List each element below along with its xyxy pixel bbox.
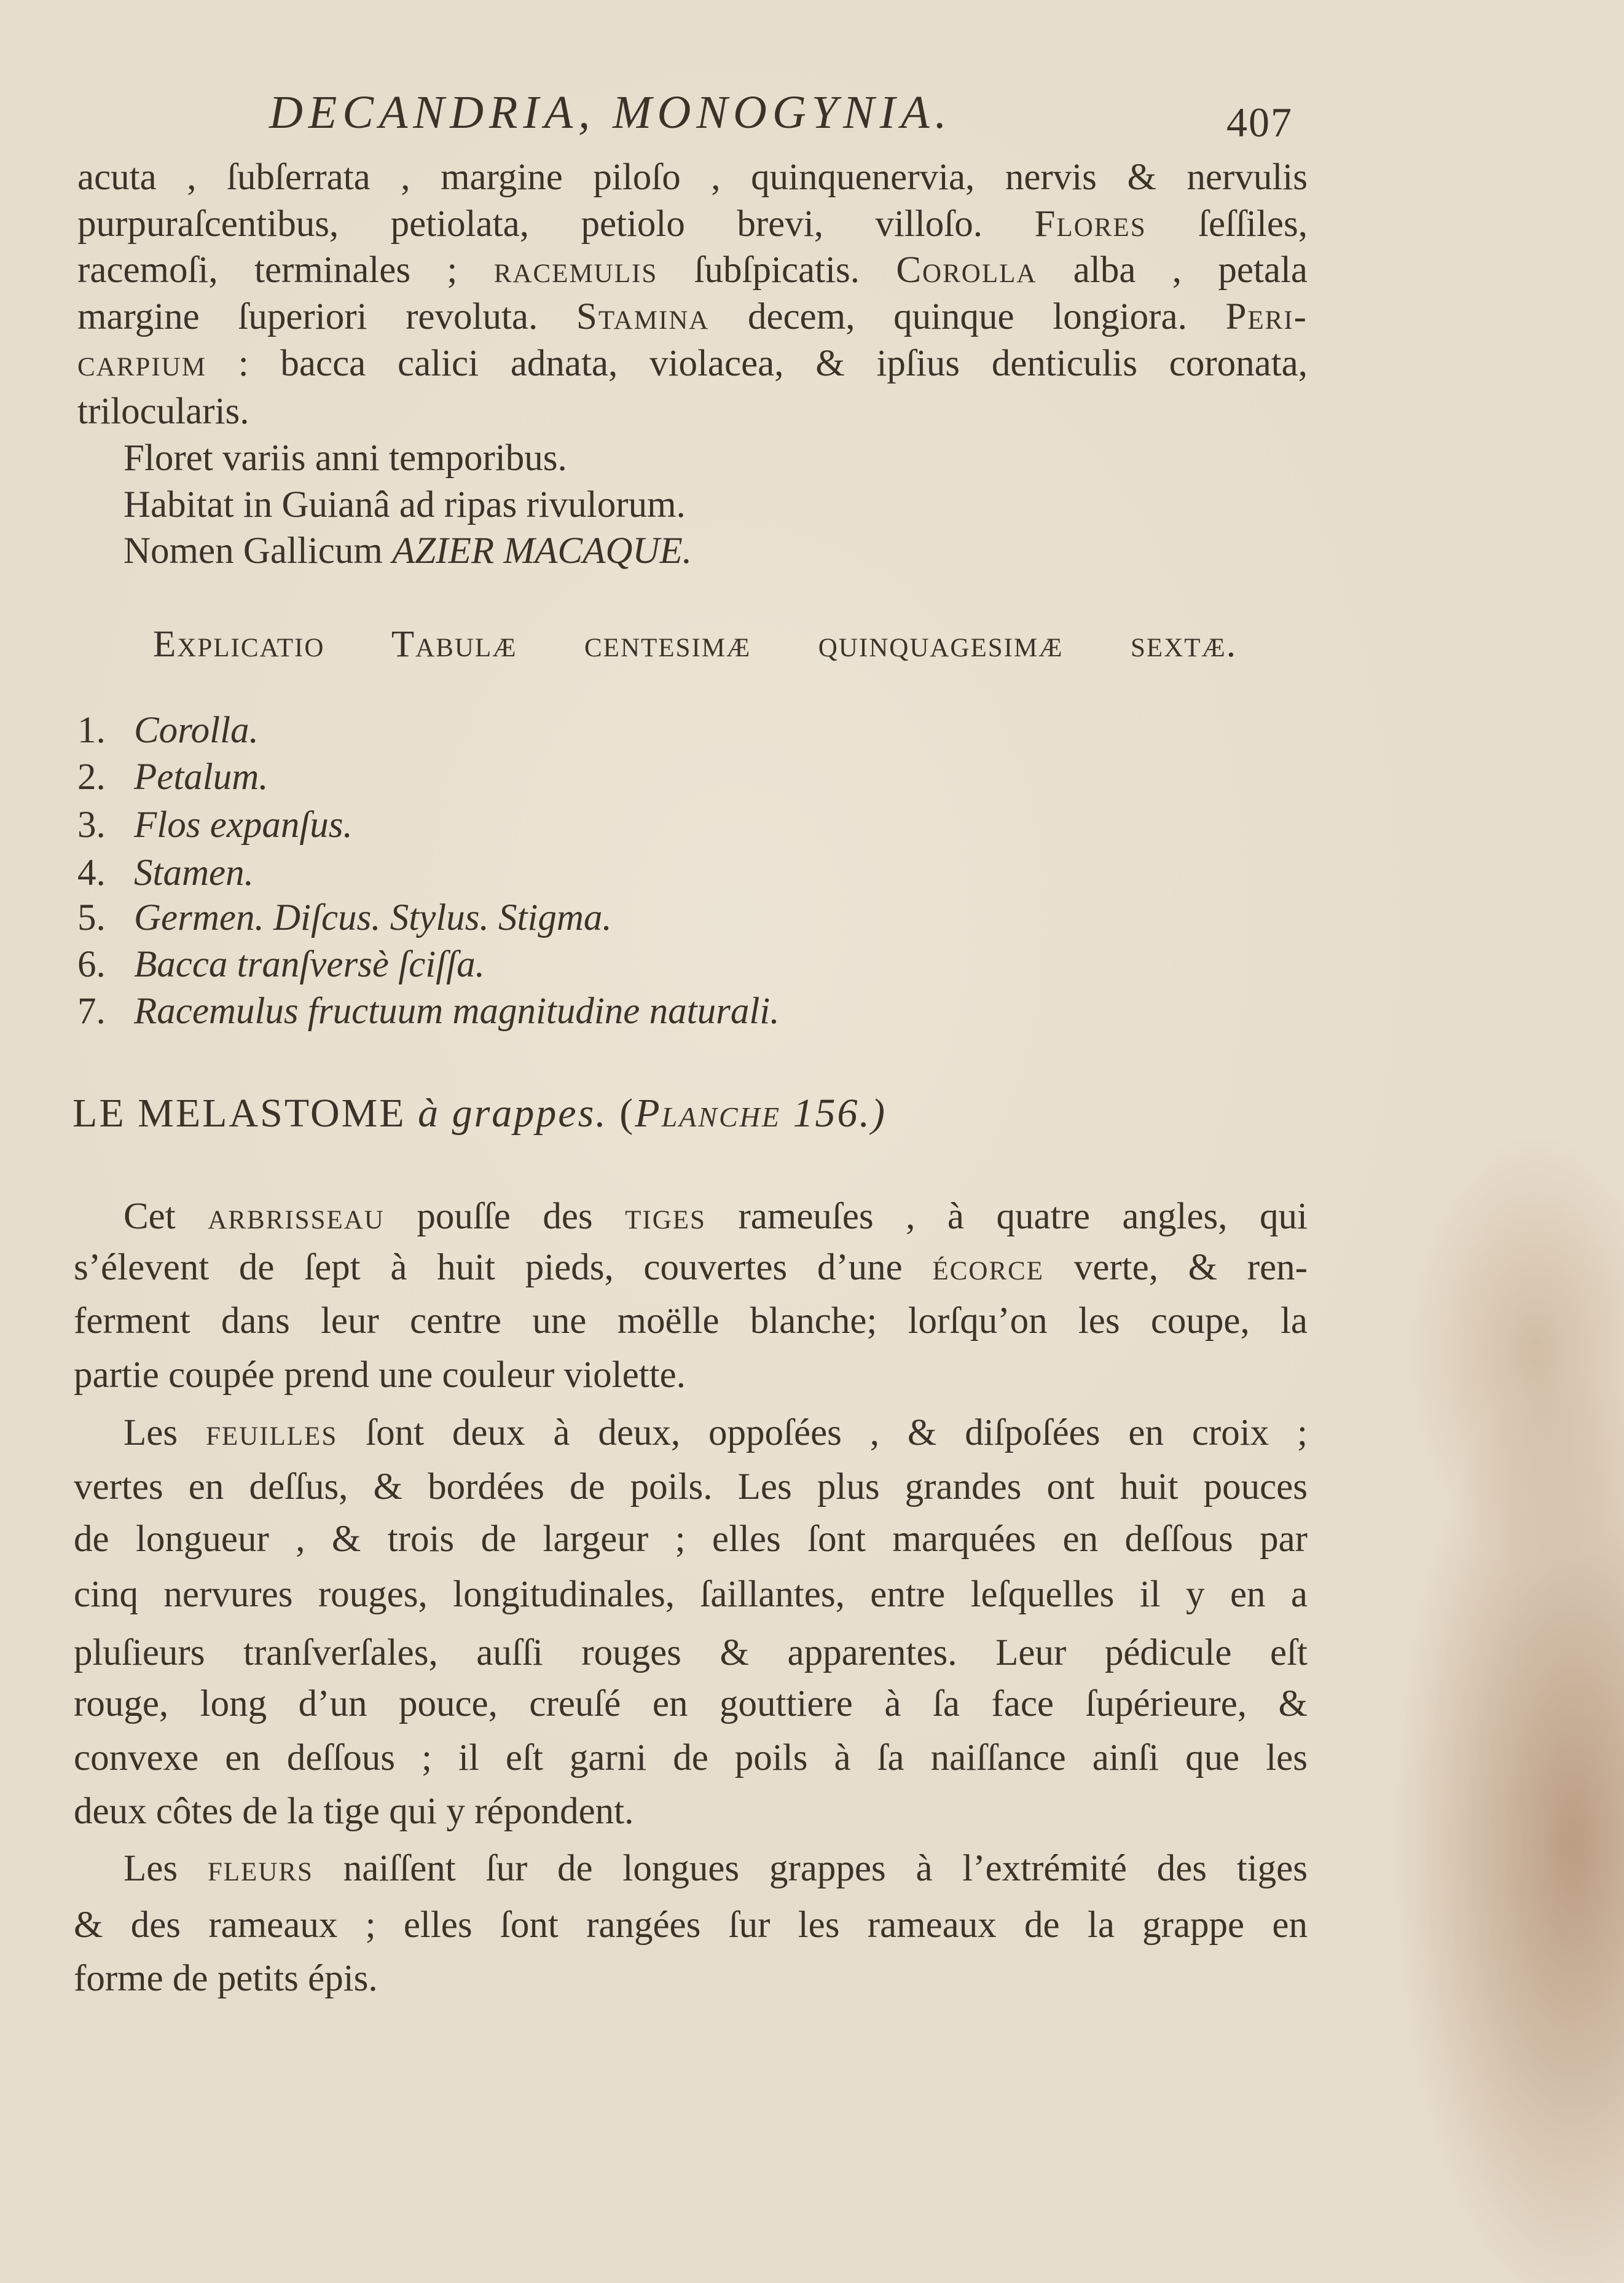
text-segment: Floret variis anni temporibus. (124, 437, 567, 479)
paragraph-line (74, 1515, 1308, 1564)
text-segment: LE MELASTOME (73, 1090, 418, 1136)
text-segment: Corolla (896, 250, 1037, 291)
text-segment: pluſieurs tranſverſales, auſſi rouges & apparentes. Leur pédicule eſt (74, 1632, 1308, 1674)
plate-item (77, 753, 269, 802)
text-segment: forme de petits épis. (74, 1958, 378, 2000)
paragraph-line (74, 1351, 686, 1400)
plate-item (77, 987, 780, 1036)
description-line (77, 153, 1308, 202)
paragraph-line (124, 1844, 1308, 1893)
plate-explanation-heading (153, 620, 1237, 669)
description-line (77, 387, 249, 436)
text-segment: feuilles (205, 1412, 338, 1454)
paragraph-line (74, 1680, 1308, 1729)
text-segment: racemulis (493, 250, 658, 291)
paragraph-line (74, 1243, 1308, 1292)
text-segment: trilocularis. (77, 391, 249, 433)
text-segment: alba , petala (1037, 250, 1308, 291)
text-segment: purpuraſcentibus, petiolata, petiolo brevi, villoſo. (77, 203, 1035, 245)
page-number: 407 (1226, 99, 1293, 146)
note-line (124, 434, 567, 483)
item-number: 3. (77, 804, 106, 846)
paragraph-line (74, 1297, 1308, 1346)
item-number: 4. (77, 852, 106, 894)
text-segment: ferment dans leur centre une moëlle blanche; lorſqu’on les coupe, la (74, 1300, 1308, 1342)
description-line (77, 200, 1308, 249)
paragraph-line (74, 1901, 1308, 1950)
running-title: DECANDRIA, MONOGYNIA. (269, 87, 952, 138)
text-segment: naiſſent ſur de longues grappes à l’extrémité des tiges (313, 1847, 1308, 1889)
text-segment: ( (607, 1090, 635, 1136)
text-segment: decem, quinque longiora. (709, 296, 1226, 338)
text-segment: Stamina (576, 296, 710, 338)
text-segment: : bacca calici adnata, violacea, & ipſius denticulis coronata, (206, 343, 1308, 384)
text-segment: à grappes. (418, 1090, 608, 1136)
paragraph-line (74, 1570, 1308, 1619)
note-line (124, 481, 686, 530)
text-segment: & des rameaux ; elles ſont rangées ſur les rameaux de la grappe en (74, 1904, 1308, 1946)
text-segment: Racemulus fructuum magnitudine naturali. (134, 990, 780, 1032)
plate-item (77, 706, 259, 755)
plate-item (77, 894, 612, 943)
text-segment: rameuſes , à quatre angles, qui (705, 1195, 1308, 1237)
text-segment: Petalum. (134, 756, 269, 798)
plate-item (77, 849, 254, 898)
section-title (73, 1089, 887, 1138)
text-segment: cinq nervures rouges, longitudinales, ſaillantes, entre leſquelles il y en a (74, 1574, 1308, 1616)
text-segment: AZIER MACAQUE. (392, 530, 692, 572)
paragraph-line (74, 1629, 1308, 1678)
item-number: 2. (77, 756, 106, 798)
text-segment: Stamen. (134, 852, 254, 894)
text-segment: Nomen Gallicum (124, 530, 393, 572)
text-segment: ſeſſiles, (1146, 203, 1308, 245)
text-segment: Flos expanſus. (134, 804, 353, 846)
text-segment: Germen. Diſcus. Stylus. Stigma. (134, 897, 612, 939)
paragraph-line (74, 1787, 634, 1836)
paragraph-line (74, 1734, 1308, 1783)
description-line (77, 293, 1308, 342)
text-segment: acuta , ſubſerrata , margine piloſo , quinquenervia, nervis & nervulis (77, 156, 1308, 198)
text-segment: verte, & ren- (1044, 1246, 1308, 1288)
text-segment: Les (124, 1412, 206, 1454)
text-segment: 156.) (780, 1090, 887, 1136)
text-segment: Les (124, 1847, 208, 1889)
text-segment: Explicatio Tabulæ centesimæ quinquagesimæ sextæ. (153, 624, 1237, 666)
text-segment: Bacca tranſversè ſciſſa. (134, 943, 485, 985)
text-segment: margine ſuperiori revoluta. (77, 296, 576, 338)
item-number: 5. (77, 897, 106, 939)
text-segment: Flores (1034, 203, 1147, 245)
paragraph-line (74, 1954, 378, 2003)
note-line (124, 527, 692, 576)
text-segment: ſont deux à deux, oppoſées , & diſpoſées en croix ; (337, 1412, 1308, 1454)
text-segment: tiges (625, 1195, 706, 1237)
description-line (77, 339, 1308, 388)
text-segment: de longueur , & trois de largeur ; elles ſont marquées en deſſous par (74, 1519, 1308, 1560)
text-segment: Cet (124, 1195, 208, 1237)
text-segment: racemoſi, terminales ; (77, 250, 494, 291)
text-segment: Habitat in Guianâ ad ripas rivulorum. (124, 484, 686, 525)
description-line (77, 246, 1308, 295)
text-segment: pouſſe des (384, 1195, 626, 1237)
paragraph-line (124, 1192, 1308, 1241)
paragraph-line (124, 1409, 1308, 1458)
text-segment: carpium (77, 343, 206, 384)
text-segment: ſubſpicatis. (657, 250, 896, 291)
text-segment: rouge, long d’un pouce, creuſé en gouttiere à ſa face ſupérieure, & (74, 1683, 1308, 1724)
text-segment: s’élevent de ſept à huit pieds, couvertes d’une (74, 1246, 933, 1288)
plate-item (77, 940, 485, 989)
text-segment: Corolla. (134, 709, 259, 751)
text-segment: Planche (635, 1090, 781, 1136)
text-segment: partie coupée prend une couleur violette. (74, 1354, 686, 1396)
item-number: 1. (77, 709, 106, 751)
text-segment: deux côtes de la tige qui y répondent. (74, 1791, 634, 1833)
text-segment: arbrisseau (208, 1195, 385, 1237)
item-number: 6. (77, 943, 106, 985)
text-segment: écorce (932, 1246, 1045, 1288)
text-segment: vertes en deſſus, & bordées de poils. Les plus grandes ont huit pouces (74, 1466, 1308, 1508)
plate-item (77, 801, 353, 850)
item-number: 7. (77, 990, 106, 1032)
text-segment: fleurs (207, 1847, 313, 1889)
paragraph-line (74, 1463, 1308, 1512)
text-segment: Peri- (1225, 296, 1308, 338)
text-segment: convexe en deſſous ; il eſt garni de poils à ſa naiſſance ainſi que les (74, 1737, 1308, 1778)
